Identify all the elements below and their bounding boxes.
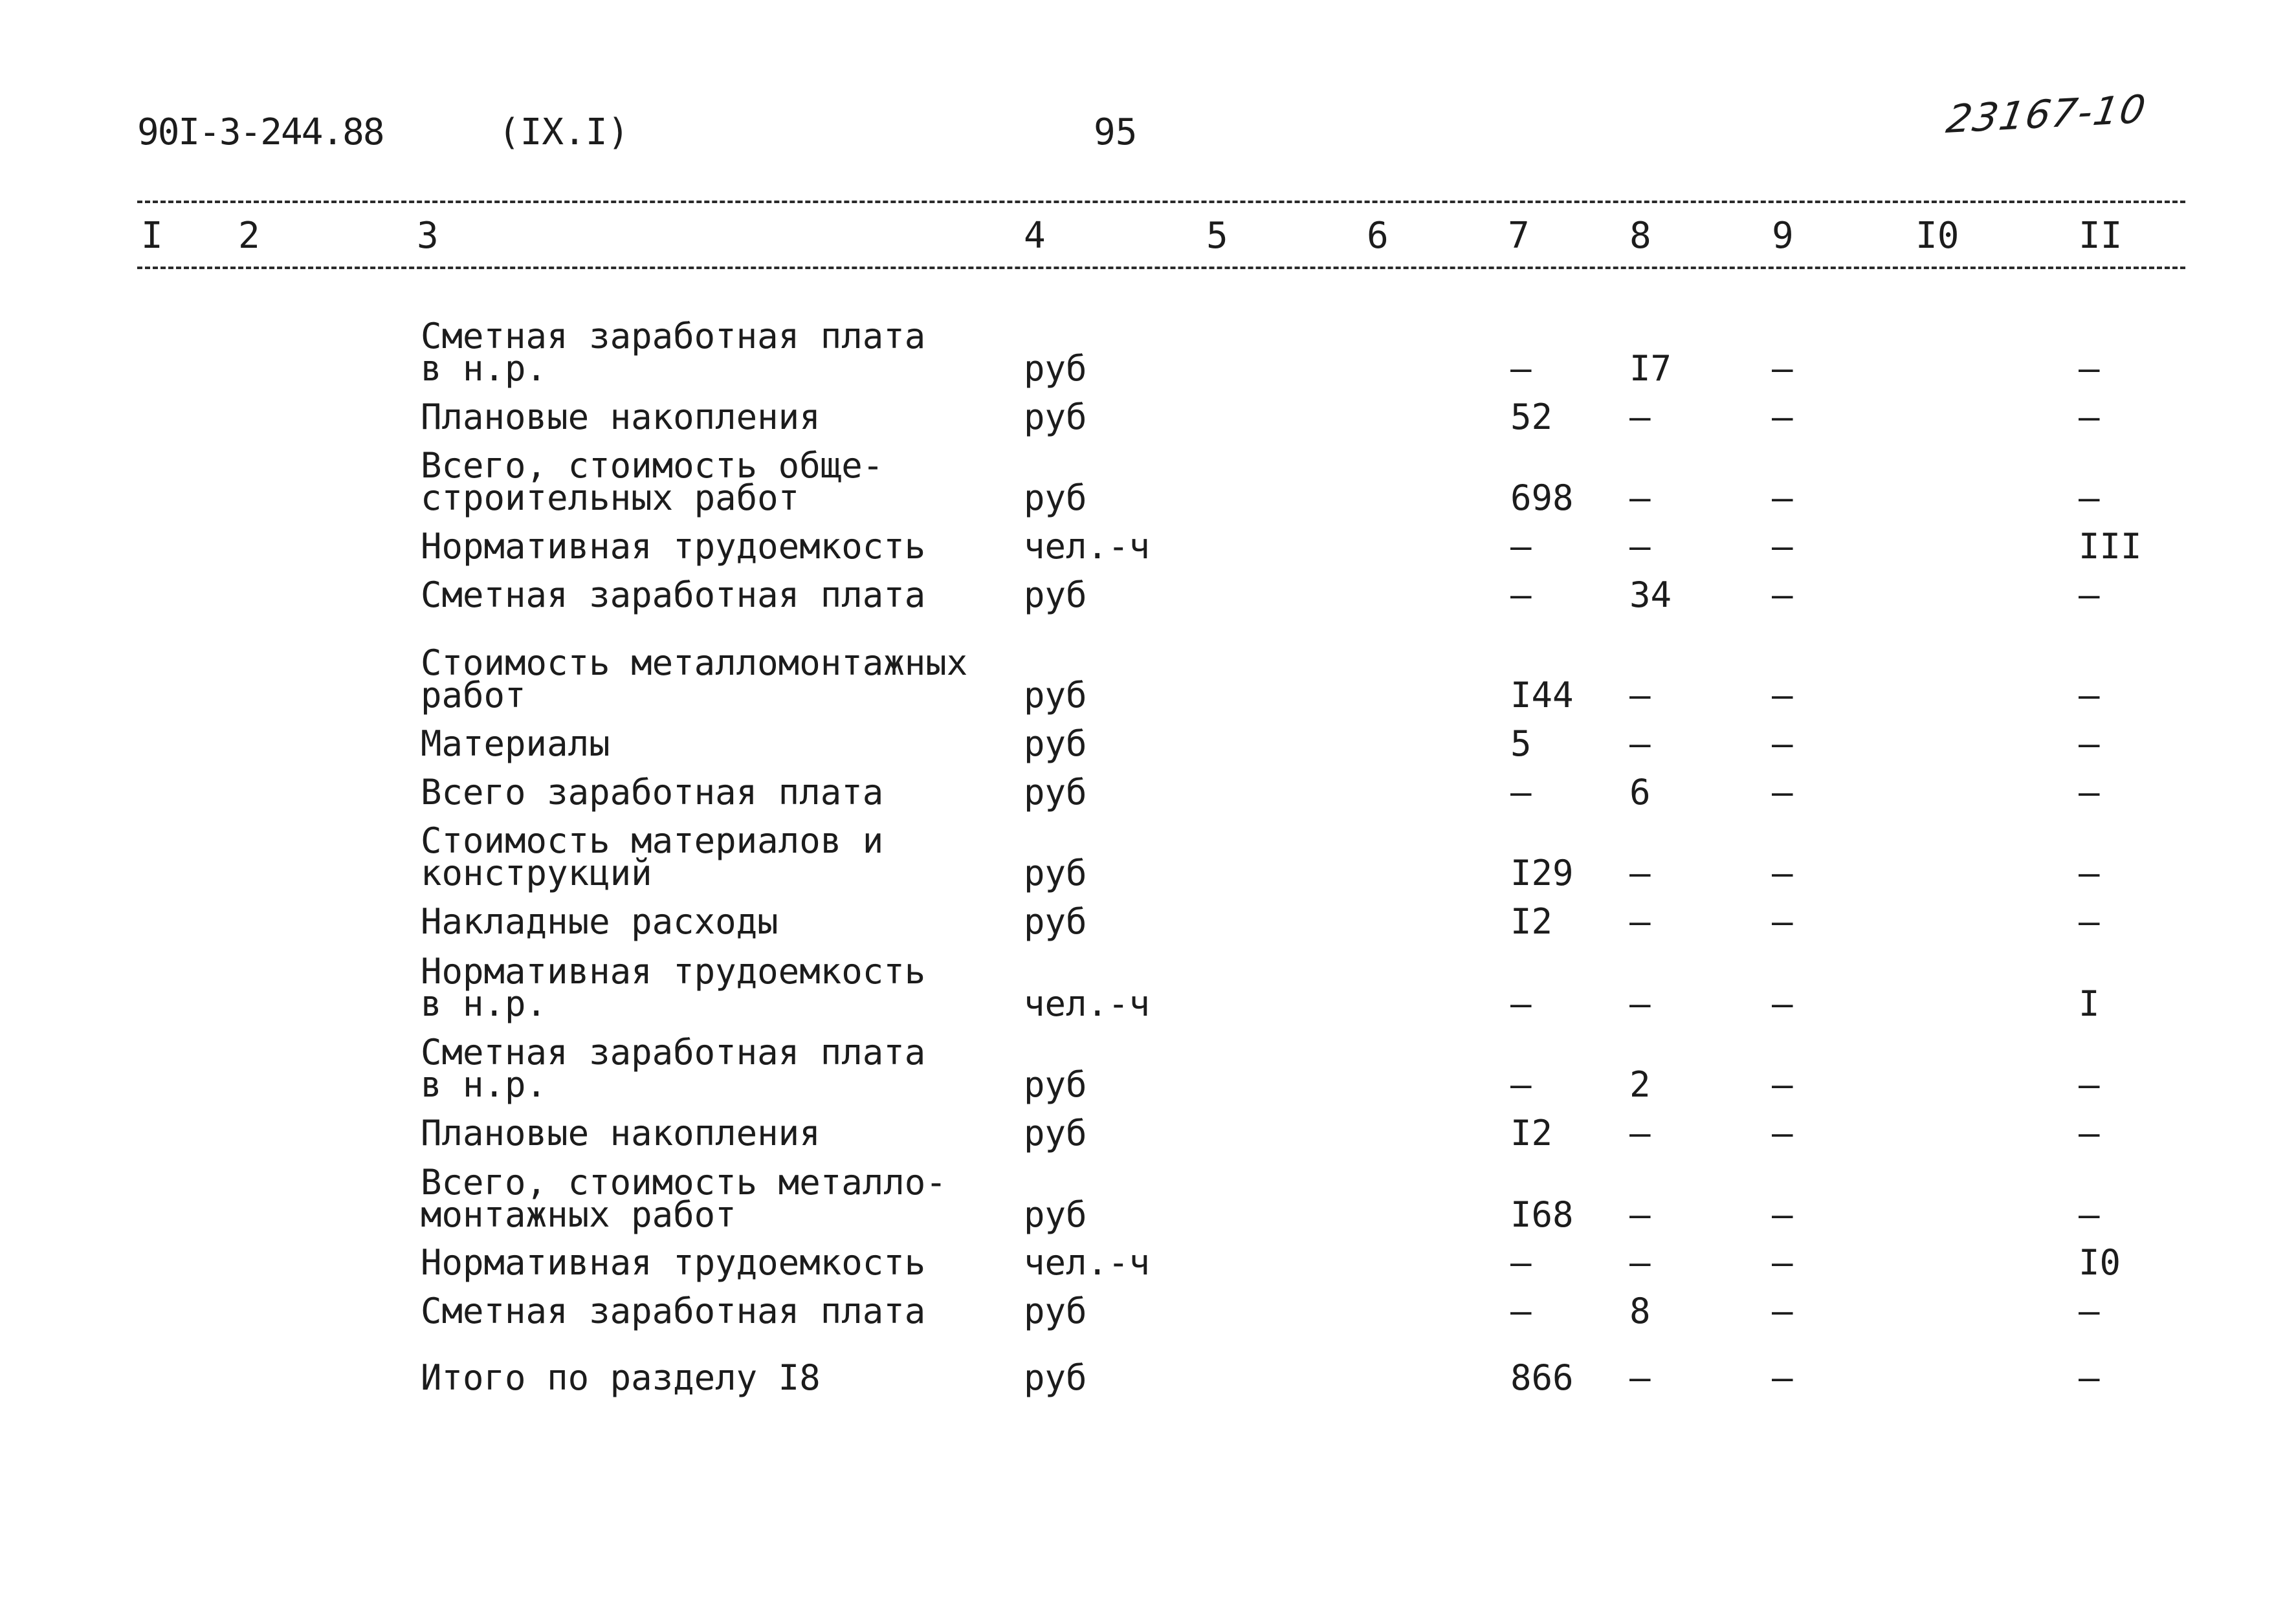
col7-value: I68 (1510, 1194, 1574, 1235)
col8-value: I7 (1629, 348, 1672, 389)
document-code: 90I-3-244.88 (137, 111, 384, 153)
row-name: Сметная заработная плата в н.р. (421, 316, 926, 389)
col11-value: – (2079, 1291, 2100, 1331)
col8-value: – (1629, 477, 1651, 518)
row-unit: руб (1024, 1113, 1087, 1153)
row-name: Всего, стоимость металло- монтажных работ (421, 1162, 947, 1235)
column-number-9: 9 (1772, 215, 1794, 257)
row-name: Нормативная трудоемкость (421, 526, 926, 567)
col7-value: – (1510, 1291, 1532, 1331)
column-number-10: I0 (1915, 215, 1959, 257)
col9-value: – (1772, 526, 1793, 567)
col7-value: – (1510, 348, 1532, 389)
header-rule-bottom (137, 267, 2185, 269)
row-unit: руб (1024, 477, 1087, 518)
col8-value: – (1629, 723, 1651, 764)
col9-value: – (1772, 675, 1793, 716)
row-unit: руб (1024, 1357, 1087, 1398)
col11-value: – (2079, 1064, 2100, 1105)
col9-value: – (1772, 348, 1793, 389)
col9-value: – (1772, 983, 1793, 1024)
col11-value: I (2079, 983, 2100, 1024)
column-number-3: 3 (417, 215, 439, 257)
column-number-5: 5 (1206, 215, 1228, 257)
col8-value: – (1629, 526, 1651, 567)
col11-value: – (2079, 397, 2100, 437)
header-rule-top (137, 201, 2185, 203)
row-name: Итого по разделу I8 (421, 1357, 821, 1398)
col9-value: – (1772, 1064, 1793, 1105)
row-name: Сметная заработная плата (421, 1291, 926, 1331)
col11-value: III (2079, 526, 2142, 567)
row-name: Сметная заработная плата (421, 574, 926, 615)
col9-value: – (1772, 1194, 1793, 1235)
col11-value: – (2079, 1194, 2100, 1235)
col7-value: – (1510, 574, 1532, 615)
row-name: Всего, стоимость обще- строительных работ (421, 445, 884, 518)
col7-value: – (1510, 983, 1532, 1024)
column-number-11: II (2079, 215, 2123, 257)
row-name: Нормативная трудоемкость в н.р. (421, 951, 926, 1024)
page-number: 95 (1094, 111, 1138, 153)
column-number-2: 2 (238, 215, 260, 257)
row-unit: руб (1024, 853, 1087, 893)
col7-value: I29 (1510, 853, 1574, 893)
col8-value: 34 (1629, 574, 1672, 615)
col7-value: 698 (1510, 477, 1574, 518)
row-name: Нормативная трудоемкость (421, 1242, 926, 1283)
col11-value: – (2079, 772, 2100, 813)
col9-value: – (1772, 1357, 1793, 1398)
col9-value: – (1772, 574, 1793, 615)
col7-value: 866 (1510, 1357, 1574, 1398)
col9-value: – (1772, 901, 1793, 942)
row-name: Всего заработная плата (421, 772, 884, 813)
row-unit: руб (1024, 348, 1087, 389)
col11-value: – (2079, 574, 2100, 615)
col9-value: – (1772, 1291, 1793, 1331)
col7-value: – (1510, 526, 1532, 567)
row-unit: руб (1024, 1291, 1087, 1331)
col9-value: – (1772, 1113, 1793, 1153)
column-number-4: 4 (1024, 215, 1046, 257)
handwritten-inventory-number: 23167-10 (1943, 87, 2150, 142)
col8-value: – (1629, 983, 1651, 1024)
col8-value: – (1629, 1357, 1651, 1398)
col9-value: – (1772, 853, 1793, 893)
section-number: (IX.I) (498, 111, 630, 153)
col9-value: – (1772, 477, 1793, 518)
row-unit: чел.-ч (1024, 1242, 1151, 1283)
col8-value: 8 (1629, 1291, 1651, 1331)
row-name: Сметная заработная плата в н.р. (421, 1032, 926, 1105)
row-unit: руб (1024, 397, 1087, 437)
column-number-1: I (141, 215, 163, 257)
row-unit: руб (1024, 675, 1087, 716)
col8-value: 6 (1629, 772, 1651, 813)
col7-value: I44 (1510, 675, 1574, 716)
col11-value: – (2079, 853, 2100, 893)
col11-value: – (2079, 723, 2100, 764)
col8-value: – (1629, 853, 1651, 893)
row-name: Плановые накопления (421, 397, 821, 437)
col8-value: – (1629, 675, 1651, 716)
col7-value: – (1510, 1242, 1532, 1283)
col11-value: – (2079, 1113, 2100, 1153)
row-unit: чел.-ч (1024, 526, 1151, 567)
col9-value: – (1772, 723, 1793, 764)
row-name: Материалы (421, 723, 610, 764)
col9-value: – (1772, 772, 1793, 813)
col7-value: I2 (1510, 1113, 1553, 1153)
row-name: Стоимость металломонтажных работ (421, 642, 968, 716)
col11-value: – (2079, 675, 2100, 716)
col8-value: – (1629, 1242, 1651, 1283)
column-number-8: 8 (1629, 215, 1651, 257)
col11-value: – (2079, 1357, 2100, 1398)
row-name: Накладные расходы (421, 901, 778, 942)
column-number-7: 7 (1508, 215, 1530, 257)
row-unit: руб (1024, 772, 1087, 813)
col9-value: – (1772, 1242, 1793, 1283)
col11-value: – (2079, 901, 2100, 942)
row-unit: руб (1024, 901, 1087, 942)
row-name: Стоимость материалов и конструкций (421, 820, 884, 893)
col7-value: – (1510, 772, 1532, 813)
col8-value: – (1629, 397, 1651, 437)
col7-value: I2 (1510, 901, 1553, 942)
row-unit: руб (1024, 723, 1087, 764)
col8-value: – (1629, 1113, 1651, 1153)
col11-value: I0 (2079, 1242, 2121, 1283)
col11-value: – (2079, 348, 2100, 389)
col7-value: 52 (1510, 397, 1553, 437)
row-unit: чел.-ч (1024, 983, 1151, 1024)
col8-value: 2 (1629, 1064, 1651, 1105)
col11-value: – (2079, 477, 2100, 518)
col9-value: – (1772, 397, 1793, 437)
column-number-6: 6 (1367, 215, 1389, 257)
row-unit: руб (1024, 1064, 1087, 1105)
col7-value: – (1510, 1064, 1532, 1105)
row-unit: руб (1024, 1194, 1087, 1235)
col8-value: – (1629, 901, 1651, 942)
row-unit: руб (1024, 574, 1087, 615)
col8-value: – (1629, 1194, 1651, 1235)
row-name: Плановые накопления (421, 1113, 821, 1153)
col7-value: 5 (1510, 723, 1532, 764)
